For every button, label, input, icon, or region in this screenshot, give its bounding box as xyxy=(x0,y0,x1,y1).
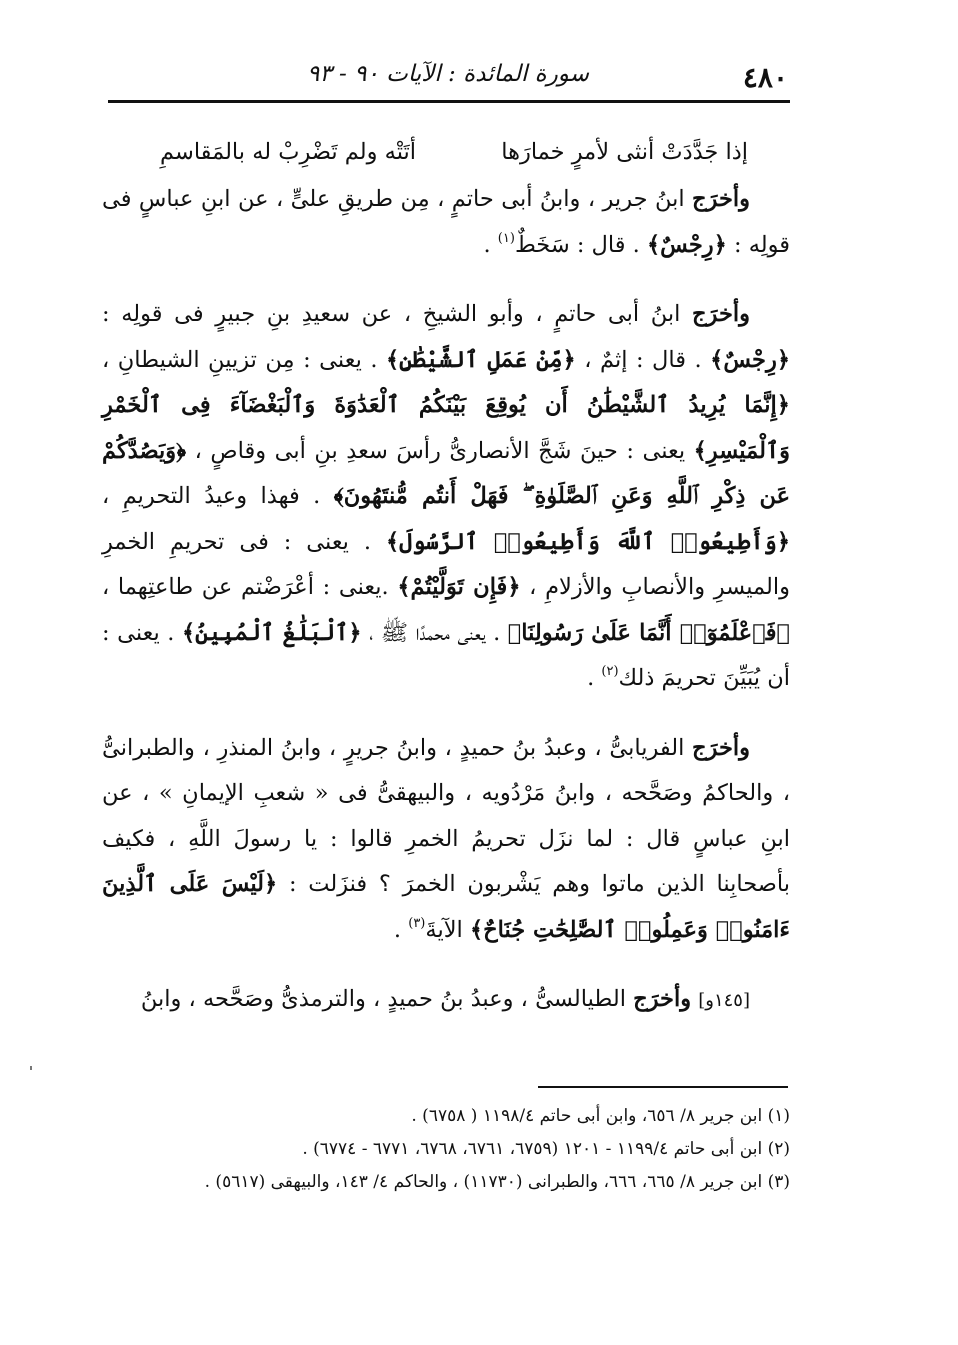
footnote-3: (٣) ابن جرير ٨/ ٦٦٥، ٦٦٦، والطبرانى (١١٧٣٠) ، والحاكم ٤/ ١٤٣، والبيهقى (٥٦١٧) . xyxy=(204,1172,790,1192)
footnote-ref-3[interactable]: (٣) xyxy=(408,915,426,931)
paragraph-4 xyxy=(102,977,790,1024)
keyword-akhraja: وأخرَج xyxy=(692,186,750,212)
text: . xyxy=(587,665,602,691)
quran-quote: ﴿رِجْسٌ﴾ xyxy=(710,346,790,373)
text: الآيةَ xyxy=(425,916,470,943)
scan-speck xyxy=(30,1066,32,1070)
quran-quote: ﴿وَيَصُدَّكُمْ عَن ذِكْرِ ٱللَّهِ وَعَنِ ٱلصَّلَوٰةِ ۖ فَهَلْ أَنتُم مُّنتَهُونَ﴾ xyxy=(102,437,791,509)
manuscript-folio-mark: [١٤٥و] xyxy=(698,990,750,1011)
text: الطيالسىُّ ، وعبدُ بنُ حميدٍ ، والترمذىُّ وصَحَّحه ، وابنُ xyxy=(140,986,634,1012)
salawat-glyph: ﷺ xyxy=(380,619,409,646)
text: .يعنى : أعْرَضْتم عن طاعتِهما ، xyxy=(102,574,398,600)
text: . يعنى : أن يُبَيِّنَ تحريمَ ذلك xyxy=(102,619,790,691)
quran-quote: ﴿لَيْسَ عَلَى ٱلَّذِينَ ءَامَنُوا۟ وَعَمِلُوا۟ ٱلصَّٰلِحَٰتِ جُنَاحٌ﴾ xyxy=(102,871,790,943)
text: الفريابىُّ ، وعبدُ بنُ حميدٍ ، وابنُ جريرٍ ، وابنُ المنذرِ ، والطبرانىُّ ، والحاكمُ وصَحَّحه ، وابنُ مَرْدُويه ، والبيهقىُّ فى « شعبِ الإيمانِ » ، عن ابنِ عباسٍ قال : لما نزَل تحريمُ الخمرِ قالوا : يا رسولَ اللَّهِ ، فكيف بأصحابِنا الذين ماتوا وهم يَشْربون الخمرَ ؟ فنزَلت : xyxy=(102,734,790,897)
page-header xyxy=(108,55,788,99)
footnote-rule xyxy=(538,1086,788,1088)
quran-quote: ﴿وَأَطِيعُوا۟ ٱللَّهَ وَأَطِيعُوا۟ ٱلرَّسُولَ﴾ xyxy=(385,528,791,555)
page-number: ٤٨٠ xyxy=(742,61,788,94)
keyword-akhraja: وأخرَج xyxy=(633,986,692,1012)
text: ، xyxy=(361,619,381,646)
paragraph-2 xyxy=(102,292,790,702)
text: . قال : إثمٌ ، xyxy=(575,346,711,373)
text: . يعنى : مِن تزيينِ الشيطانِ ، xyxy=(102,346,386,373)
poem-hemistich-right: إذا جَدَّدَتْ أنثى لأمرٍ خمارَها xyxy=(501,139,748,165)
footnote-ref-2[interactable]: (٢) xyxy=(601,664,619,679)
text: . xyxy=(483,231,498,258)
text: . xyxy=(393,916,409,943)
text: يعنى : حينَ شَجَّ الأنصارىُّ رأسَ سعدِ بنِ أبى وقاصٍ ، xyxy=(186,437,694,464)
main-text xyxy=(102,130,790,1024)
footnotes xyxy=(102,1100,790,1199)
quran-quote: ﴿مِّنْ عَمَلِ ٱلشَّيْطَٰنِ﴾ xyxy=(385,346,576,373)
quran-quote: ﴿رِجْسٌ﴾ xyxy=(646,231,727,258)
paragraph-3 xyxy=(102,726,790,954)
quran-quote: ﴿فَٱعْلَمُوٓا۟ أَنَّمَا عَلَىٰ رَسُولِنَا﴾ xyxy=(507,619,790,646)
text: . قال : سَخَطٌ xyxy=(514,231,647,258)
quran-quote: ﴿فَإِن تَوَلَّيْتُمْ﴾ xyxy=(397,574,521,600)
keyword-akhraja: وأخرَج xyxy=(692,301,750,327)
text: ابنُ أبى حاتمٍ ، وأبو الشيخِ ، عن سعيدِ بنِ جبيرٍ فى قولِه : xyxy=(102,301,693,327)
running-title: سورة المائدة : الآيات ٩٠ - ٩٣ xyxy=(307,61,589,87)
quran-quote: ﴿ٱلْبَلَٰغُ ٱلْمُبِينُ﴾ xyxy=(181,619,362,646)
poem-verse xyxy=(160,130,748,177)
footnote-ref-1[interactable]: (١) xyxy=(497,230,515,246)
text: . يعنى محمدًا xyxy=(408,619,508,646)
quran-quote: ﴿إِنَّمَا يُرِيدُ ٱلشَّيْطَٰنُ أَن يُوقِعَ بَيْنَكُمُ ٱلْعَدَٰوَةَ وَٱلْبَغْضَآءَ فِى ٱلْخَمْرِ وَٱلْمَيْسِرِ﴾ xyxy=(102,392,790,464)
poem-hemistich-left: أتَتْه ولم تَضْرِبْ له بالمَقاسمِ xyxy=(160,139,417,165)
text: . يعنى : فى تحريمِ الخمرِ والميسرِ والأنصابِ والأزلامِ ، xyxy=(102,528,790,600)
keyword-akhraja: وأخرَج xyxy=(692,734,750,761)
footnote-2: (٢) ابن أبى حاتم ١١٩٩/٤ - ١٢٠١ (٦٧٥٩، ٦٧٦١، ٦٧٦٨، ٦٧٧١ - ٦٧٧٤) . xyxy=(302,1139,790,1159)
text: ابنُ جرير ، وابنُ أبى حاتمٍ ، مِن طريقِ علىٍّ ، عن ابنِ عباسٍ فى قولِه : xyxy=(102,186,790,258)
text: . فهذا وعيدُ التحريمِ ، xyxy=(102,483,334,509)
paragraph-1 xyxy=(102,177,790,268)
header-rule xyxy=(108,100,790,103)
footnote-1: (١) ابن جرير ٨/ ٦٥٦، وابن أبى حاتم ١١٩٨/٤ ( ٦٧٥٨) . xyxy=(411,1106,790,1126)
